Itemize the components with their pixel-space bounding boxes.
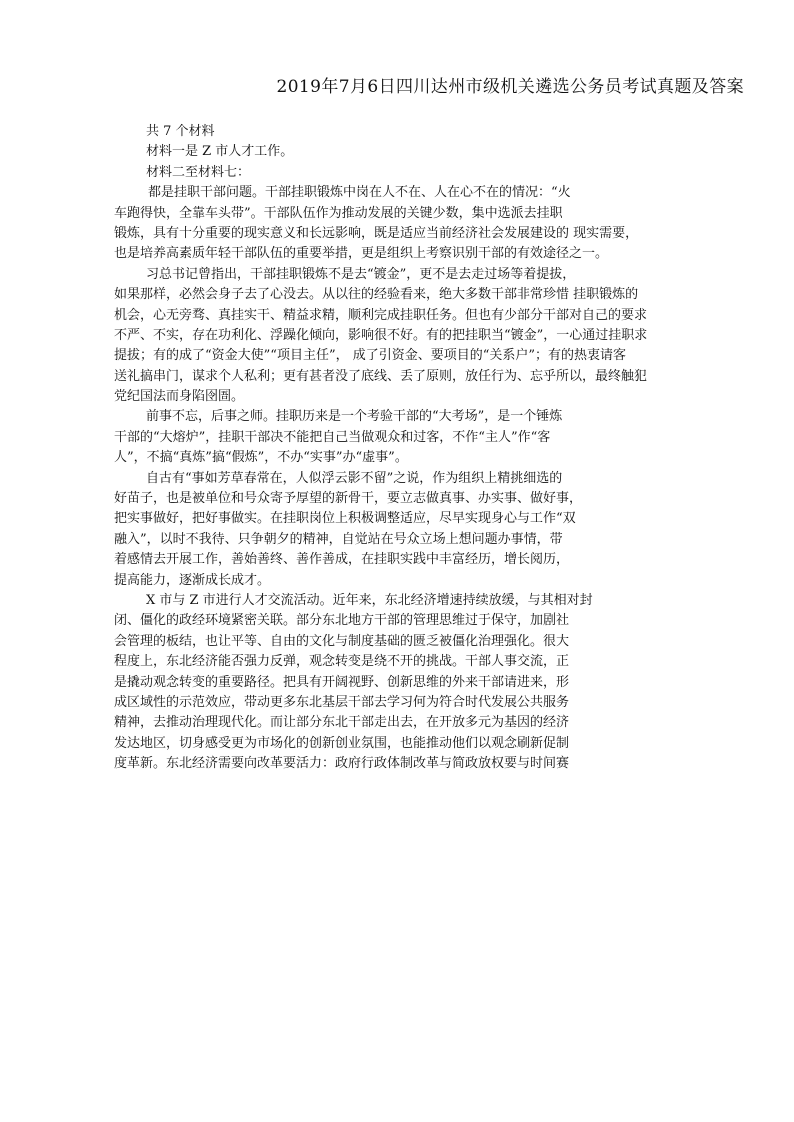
paragraph-line: 人”，不搞“真炼”搞“假炼”，不办“实事”办“虚事”。	[114, 450, 408, 466]
paragraph-line: 发达地区，切身感受更为市场化的创新创业氛围，也能推动他们以观念刷新促制	[114, 735, 570, 751]
paragraph-line: 如果那样，必然会身子去了心没去。从以往的经验看来，绝大多数干部非常珍惜 挂职锻炼的	[114, 287, 639, 303]
paragraph-line: 也是培养高素质年轻干部队伍的重要举措，更是组织上考察识别干部的有效途径之一。	[114, 246, 609, 262]
paragraph-line: 材料一是 Z 市人才工作。	[146, 144, 294, 160]
paragraph-line: 程度上，东北经济能否强力反弹，观念转变是绕不开的挑战。干部人事交流，正	[114, 654, 570, 670]
paragraph-line: 成区域性的示范效应，带动更多东北基层干部去学习何为符合时代发展公共服务	[114, 694, 570, 710]
paragraph-line: 机会，心无旁骛、真挂实干、精益求精，顺利完成挂职任务。但也有少部分干部对自己的要求	[114, 307, 648, 323]
paragraph-line: 提高能力，逐渐成长成才。	[114, 572, 271, 588]
paragraph-line: 把实事做好，把好事做实。在挂职岗位上积极调整适应，尽早实现身心与工作“双	[114, 511, 576, 527]
paragraph-line: 共 7 个材料	[146, 124, 215, 139]
paragraph-line: 好苗子，也是被单位和号众寄予厚望的新骨干，要立志做真事、办实事、做好事，	[114, 491, 583, 507]
paragraph-line: 着感情去开展工作，善始善终、善作善成，在挂职实践中丰富经历，增长阅历，	[114, 552, 570, 568]
paragraph-line: 度革新。东北经济需要向改革要活力：政府行政体制改革与简政放权要与时间赛	[114, 756, 570, 772]
paragraph-line: 都是挂职干部问题。干部挂职锻炼中岗在人不在、人在心不在的情况：“火	[148, 185, 571, 201]
paragraph-line: 送礼搞串门，谋求个人私利；更有甚者没了底线、丢了原则，放任行为、忘乎所以，最终触犯	[114, 368, 648, 384]
document-title: 2019年7月6日四川达州市级机关遴选公务员考试真题及答案	[276, 77, 744, 97]
paragraph-line: 会管理的板结，也让平等、自由的文化与制度基础的匮乏被僵化治理强化。很大	[114, 633, 570, 649]
paragraph-line: 精神，去推动治理现代化。而让部分东北干部走出去，在开放多元为基因的经济	[114, 715, 570, 731]
paragraph-line: 闭、僵化的政经环境紧密关联。部分东北地方干部的管理思维过于保守，加剧社	[114, 613, 570, 629]
paragraph-line: 提拔；有的成了“资金大使”“项目主任”， 成了引资金、要项目的“关系户”；有的热衷请客	[114, 348, 627, 364]
paragraph-line: 材料二至材料七：	[146, 164, 251, 180]
paragraph-line: 习总书记曾指出，干部挂职锻炼不是去“镀金”，更不是去走过场等着提拔，	[146, 266, 576, 282]
paragraph-line: 前事不忘，后事之师。挂职历来是一个考验干部的“大考场”，是一个锤炼	[146, 409, 563, 425]
paragraph-line: 车跑得快，全靠车头带”。干部队伍作为推动发展的关键少数，集中选派去挂职	[114, 205, 563, 221]
paragraph-line: 党纪国法而身陷囹圄。	[114, 389, 245, 405]
paragraph-line: 是撬动观念转变的重要路径。把具有开阔视野、创新思维的外来干部请进来，形	[114, 674, 570, 690]
paragraph-line: 自古有“事如芳草春常在，人似浮云影不留”之说，作为组织上精挑细选的	[146, 470, 563, 486]
paragraph-line: 不严、不实，存在功利化、浮躁化倾向，影响很不好。有的把挂职当“镀金”，一心通过挂职求	[114, 327, 648, 343]
paragraph-line: 锻炼，具有十分重要的现实意义和长远影响，既是适应当前经济社会发展建设的 现实需要，	[114, 225, 639, 241]
paragraph-line: X 市与 Z 市进行人才交流活动。近年来，东北经济增速持续放缓，与其相对封	[146, 592, 593, 608]
paragraph-line: 融入”，以时不我待、只争朝夕的精神，自觉站在号众立场上想问题办事情，带	[114, 531, 563, 547]
document-body	[114, 122, 648, 775]
paragraph-line: 干部的“大熔炉”，挂职干部决不能把自己当做观众和过客，不作“主人”作“客	[114, 429, 551, 445]
